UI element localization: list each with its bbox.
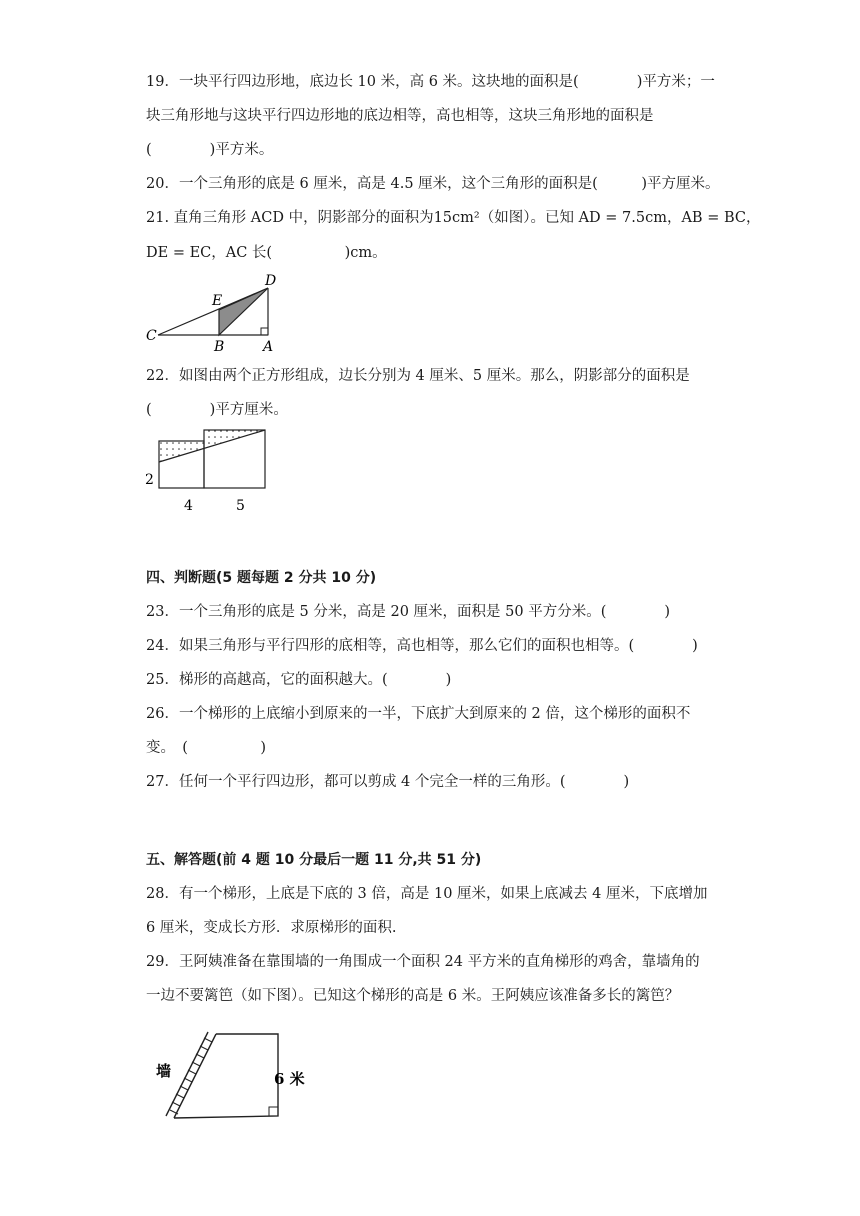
q22-label-4: 4 — [184, 498, 193, 514]
q29-trapezoid-figure — [150, 1028, 320, 1124]
q29-height-label: 6 米 — [274, 1070, 305, 1088]
q21-label-a: A — [263, 339, 274, 355]
q19-line3: ( )平方米。 — [146, 142, 274, 158]
q29-line2: 一边不要篱笆（如下图）。已知这个梯形的高是 6 米。王阿姨应该准备多长的篱笆？ — [146, 988, 680, 1004]
q21-line2: DE = EC，AC 长( )cm。 — [146, 245, 387, 261]
q22-label-2: 2 — [145, 472, 154, 488]
q26-line1: 26．一个梯形的上底缩小到原来的一半，下底扩大到原来的 2 倍，这个梯形的面积不 — [146, 706, 691, 722]
q29-line1: 29．王阿姨准备在靠围墙的一角围成一个面积 24 平方米的直角梯形的鸡舍，靠墙角的 — [146, 954, 700, 970]
q27-text: 27．任何一个平行四边形，都可以剪成 4 个完全一样的三角形。( ) — [146, 774, 630, 790]
q29-fence-outline — [174, 1034, 278, 1118]
q26-line2: 变。 ( ) — [146, 740, 267, 756]
q21-line1: 21. 直角三角形 ACD 中，阴影部分的面积为15cm²（如图）。已知 AD = 7.5cm，AB = BC， — [146, 210, 761, 226]
q22-squares-figure — [140, 422, 280, 516]
q29-right-angle-mark — [269, 1107, 278, 1116]
q20-text: 20．一个三角形的底是 6 厘米，高是 4.5 厘米，这个三角形的面积是( )平方厘米。 — [146, 176, 720, 192]
q22-line1: 22．如图由两个正方形组成，边长分别为 4 厘米、5 厘米。那么，阴影部分的面积是 — [146, 368, 690, 384]
q21-label-c: C — [146, 328, 157, 344]
q29-wall-hatching — [166, 1032, 216, 1118]
q19-line1: 19．一块平行四边形地，底边长 10 米，高 6 米。这块地的面积是( )平方米；一 — [146, 74, 715, 90]
q22-line2: ( )平方厘米。 — [146, 402, 288, 418]
q21-label-b: B — [214, 339, 225, 355]
q24-text: 24．如果三角形与平行四形的底相等，高也相等，那么它们的面积也相等。( ) — [146, 638, 698, 654]
q25-text: 25．梯形的高越高，它的面积越大。( ) — [146, 672, 452, 688]
q21-triangle-figure — [140, 270, 290, 356]
q28-line2: 6 厘米，变成长方形．求原梯形的面积. — [146, 920, 397, 936]
q23-text: 23．一个三角形的底是 5 分米，高是 20 厘米，面积是 50 平方分米。( ) — [146, 604, 671, 620]
q28-line1: 28．有一个梯形，上底是下底的 3 倍，高是 10 厘米，如果上底减去 4 厘米，下底增加 — [146, 886, 708, 902]
q19-line2: 块三角形地与这块平行四边形地的底边相等，高也相等，这块三角形地的面积是 — [146, 108, 654, 124]
q21-right-angle-mark — [261, 328, 268, 335]
q22-label-5: 5 — [236, 498, 245, 514]
q21-label-e: E — [212, 293, 223, 309]
q29-wall-label: 墙 — [156, 1062, 172, 1080]
section4-title: 四、判断题(5 题每题 2 分共 10 分) — [146, 570, 377, 586]
q21-label-d: D — [265, 273, 277, 289]
section5-title: 五、解答题(前 4 题 10 分最后一题 11 分,共 51 分) — [146, 852, 482, 868]
